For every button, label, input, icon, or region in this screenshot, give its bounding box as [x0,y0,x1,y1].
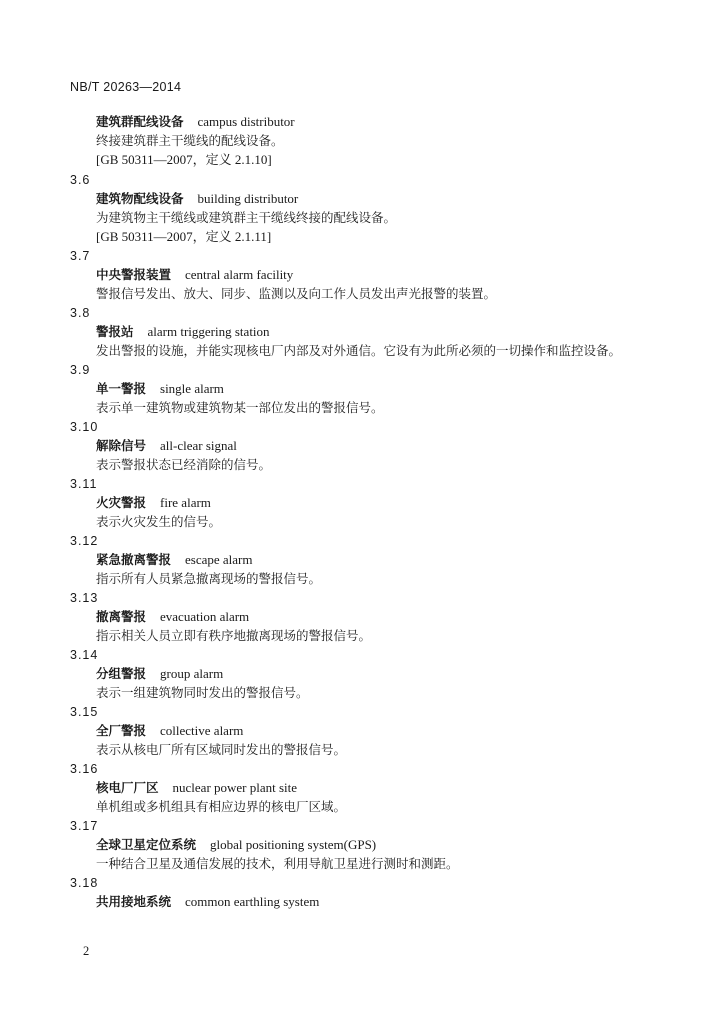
term-title [96,552,253,568]
term-zh: 警报站 [96,324,134,339]
term-title [96,609,249,625]
term-definition: 为建筑物主干缆线或建筑群主干缆线终接的配线设备。 [96,210,397,225]
term-zh: 全球卫星定位系统 [96,837,197,852]
term-en: single alarm [160,381,224,396]
standard-code-header: NB/T 20263—2014 [70,80,182,94]
term-definition: 警报信号发出、放大、同步、监测以及向工作人员发出声光报警的装置。 [96,286,497,301]
term-definition: 一种结合卫星及通信发展的技术，利用导航卫星进行测时和测距。 [96,856,459,871]
term-title [96,114,295,130]
term-definition: 指示所有人员紧急撤离现场的警报信号。 [96,571,322,586]
term-zh: 分组警报 [96,666,147,681]
term-zh: 共用接地系统 [96,894,172,909]
term-definition: 终接建筑群主干缆线的配线设备。 [96,133,284,148]
clause-number: 3.15 [70,705,99,719]
term-title [96,191,298,207]
term-definition: 表示警报状态已经消除的信号。 [96,457,272,472]
term-zh: 建筑物配线设备 [96,191,184,206]
term-zh: 核电厂厂区 [96,780,159,795]
term-zh: 建筑群配线设备 [96,114,184,129]
term-title [96,780,297,796]
term-zh: 撤离警报 [96,609,147,624]
term-en: alarm triggering station [147,324,270,339]
term-title [96,324,270,340]
clause-number: 3.6 [70,173,91,187]
term-en: building distributor [197,191,299,206]
clause-number: 3.18 [70,876,99,890]
term-en: evacuation alarm [160,609,250,624]
term-definition: 单机组或多机组具有相应边界的核电厂区域。 [96,799,347,814]
term-definition: 表示单一建筑物或建筑物某一部位发出的警报信号。 [96,400,384,415]
clause-number: 3.11 [70,477,98,491]
term-zh: 中央警报装置 [96,267,172,282]
clause-number: 3.10 [70,420,99,434]
term-zh: 单一警报 [96,381,147,396]
term-title [96,495,211,511]
term-en: collective alarm [160,723,244,738]
term-definition: 表示从核电厂所有区域同时发出的警报信号。 [96,742,347,757]
term-en: group alarm [160,666,224,681]
term-zh: 全厂警报 [96,723,147,738]
term-title [96,723,243,739]
clause-number: 3.12 [70,534,99,548]
term-title [96,438,237,454]
term-en: fire alarm [160,495,211,510]
term-en: common earthling system [185,894,320,909]
term-en: central alarm facility [185,267,294,282]
term-en: escape alarm [185,552,253,567]
term-definition: 指示相关人员立即有秩序地撤离现场的警报信号。 [96,628,372,643]
term-zh: 紧急撤离警报 [96,552,172,567]
clause-number: 3.14 [70,648,99,662]
term-title [96,267,293,283]
term-title [96,894,319,910]
term-en: all-clear signal [160,438,237,453]
page-number: 2 [83,944,90,958]
term-zh: 解除信号 [96,438,147,453]
term-definition: 表示一组建筑物同时发出的警报信号。 [96,685,309,700]
term-reference: [GB 50311—2007，定义 2.1.11] [96,229,272,244]
clause-number: 3.9 [70,363,91,377]
term-zh: 火灾警报 [96,495,147,510]
clause-number: 3.13 [70,591,99,605]
term-reference: [GB 50311—2007，定义 2.1.10] [96,152,272,167]
term-en: nuclear power plant site [172,780,298,795]
term-en: global positioning system(GPS) [210,837,377,852]
term-title [96,381,224,397]
term-title [96,837,376,853]
clause-number: 3.16 [70,762,99,776]
term-en: campus distributor [197,114,295,129]
term-definition: 表示火灾发生的信号。 [96,514,222,529]
clause-number: 3.8 [70,306,91,320]
term-title [96,666,223,682]
term-definition: 发出警报的设施，并能实现核电厂内部及对外通信。它设有为此所必须的一切操作和监控设备。 [96,343,622,358]
clause-number: 3.7 [70,249,91,263]
clause-number: 3.17 [70,819,99,833]
